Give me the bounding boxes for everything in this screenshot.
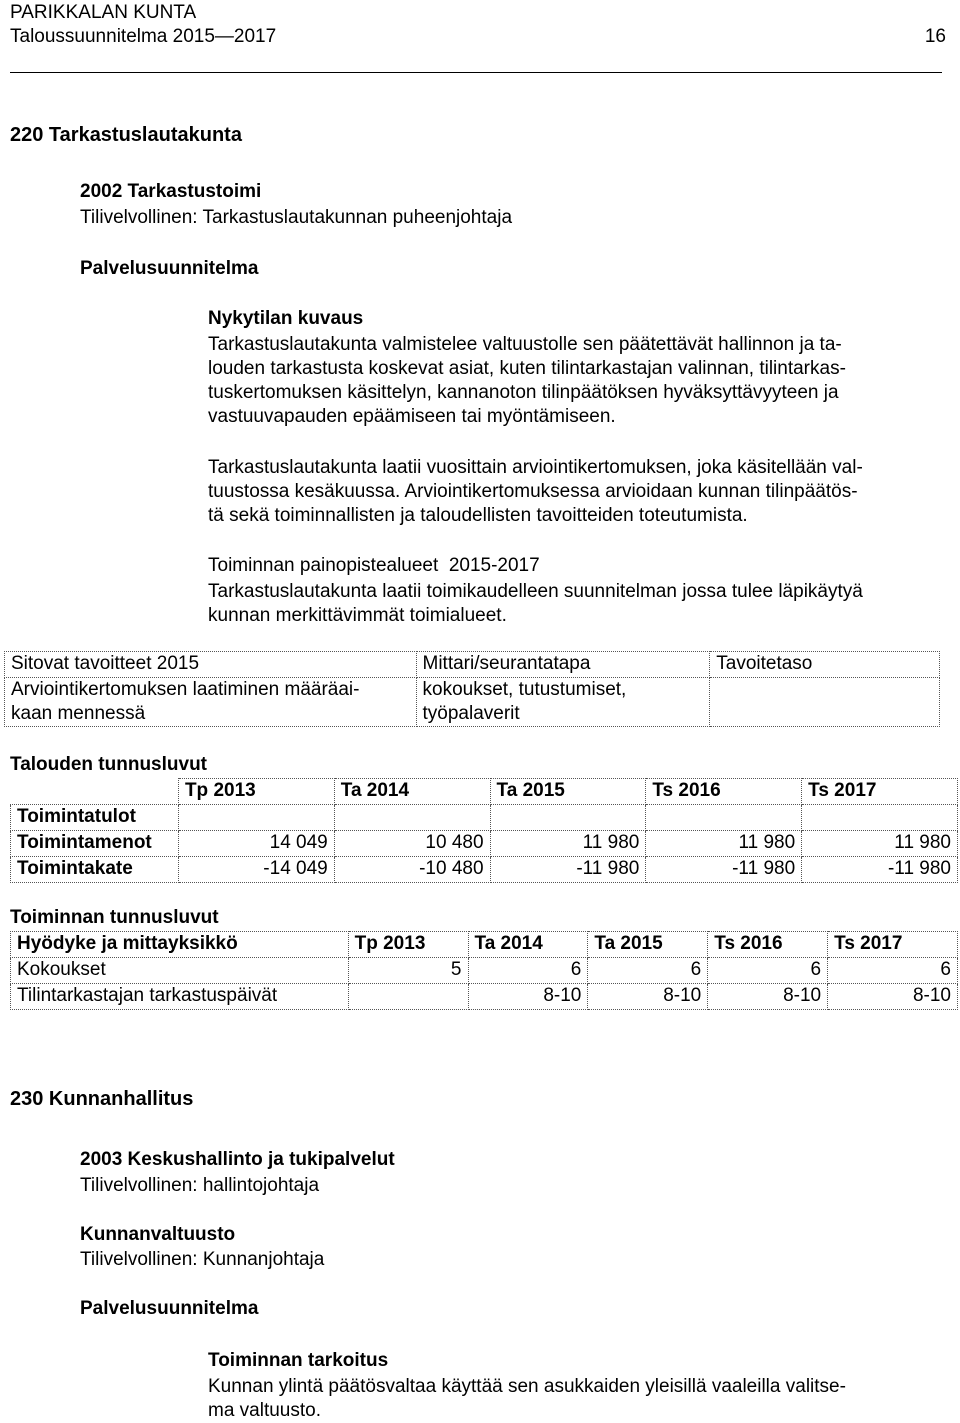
subsection-title: 2003 Keskushallinto ja tukipalvelut (80, 1149, 395, 1170)
text-line: Kunnan ylintä päätösvaltaa käyttää sen asukkaiden yleisillä vaaleilla valitse- (208, 1376, 846, 1397)
operational-figures-heading: Toiminnan tunnusluvut (10, 907, 219, 928)
header-cell: Ta 2015 (588, 932, 708, 958)
header-cell: Ts 2017 (828, 932, 958, 958)
table-cell: 8-10 (708, 984, 828, 1010)
table-row (11, 805, 958, 831)
document-title: Taloussuunnitelma 2015—2017 (10, 26, 277, 47)
header-cell: Ta 2014 (468, 932, 588, 958)
focus-areas-heading: Toiminnan painopistealueet 2015-2017 (208, 555, 540, 576)
table-header-row (5, 652, 940, 678)
table-cell: -11 980 (802, 857, 958, 883)
table-cell: -10 480 (334, 857, 490, 883)
table-row (11, 831, 958, 857)
row-label: Toimintatulot (11, 805, 179, 831)
table-cell (334, 805, 490, 831)
economic-figures-table (10, 778, 958, 883)
header-cell: Mittari/seurantatapa (416, 652, 710, 678)
text-line: työpalaverit (422, 703, 520, 724)
table-cell (178, 805, 334, 831)
table-cell: -11 980 (490, 857, 646, 883)
section-title: 230 Kunnanhallitus (10, 1088, 194, 1110)
current-state-text (208, 333, 948, 429)
table-cell: 6 (588, 958, 708, 984)
text-line: tuustossa kesäkuussa. Arviointikertomuksessa arvioidaan kunnan tilinpäätös- (208, 481, 858, 502)
table-cell: 11 980 (802, 831, 958, 857)
table-cell: 10 480 (334, 831, 490, 857)
header-cell: Tp 2013 (348, 932, 468, 958)
header-cell: Ts 2017 (802, 779, 958, 805)
table-cell: -14 049 (178, 857, 334, 883)
header-cell: Ts 2016 (646, 779, 802, 805)
text-line: Arviointikertomuksen laatiminen määräai- (11, 679, 360, 700)
org-name: PARIKKALAN KUNTA (10, 2, 197, 23)
table-cell: 8-10 (588, 984, 708, 1010)
table-cell: 8-10 (828, 984, 958, 1010)
focus-areas-text (208, 580, 948, 628)
text-line: kokoukset, tutustumiset, (422, 679, 627, 700)
text-line: ma valtuusto. (208, 1400, 321, 1421)
text-line: vastuuvapauden epäämiseen tai myöntämiseen. (208, 406, 616, 427)
text-line: kunnan merkittävimmät toimialueet. (208, 605, 507, 626)
table-row (11, 958, 958, 984)
operational-figures-table (10, 931, 958, 1010)
table-cell: 14 049 (178, 831, 334, 857)
text-line: tuskertomuksen käsittelyn, kannanoton tilinpäätöksen hyväksyttävyyteen ja (208, 382, 839, 403)
council-heading: Kunnanvaltuusto (80, 1224, 236, 1245)
text-line: louden tarkastusta koskevat asiat, kuten tilintarkastajan valinnan, tilintarkas- (208, 358, 846, 379)
page-number: 16 (924, 26, 946, 47)
responsible-person: Tilivelvollinen: Tarkastuslautakunnan puheenjohtaja (80, 207, 513, 228)
subsection-title: 2002 Tarkastustoimi (80, 181, 262, 202)
table-cell (490, 805, 646, 831)
table-cell: 11 980 (490, 831, 646, 857)
header-cell: Ta 2015 (490, 779, 646, 805)
table-row (5, 678, 940, 727)
table-cell: 5 (348, 958, 468, 984)
purpose-heading: Toiminnan tarkoitus (208, 1350, 389, 1371)
council-responsible: Tilivelvollinen: Kunnanjohtaja (80, 1249, 325, 1270)
table-cell (348, 984, 468, 1010)
table-cell: 8-10 (468, 984, 588, 1010)
table-cell: 11 980 (646, 831, 802, 857)
table-cell (802, 805, 958, 831)
table-cell: 6 (708, 958, 828, 984)
service-plan-heading: Palvelusuunnitelma (80, 1298, 259, 1319)
table-header-row (11, 779, 958, 805)
table-cell: -11 980 (646, 857, 802, 883)
target-cell (710, 678, 940, 727)
header-cell: Ta 2014 (334, 779, 490, 805)
header-cell: Sitovat tavoitteet 2015 (5, 652, 417, 678)
header-cell (11, 779, 179, 805)
table-header-row (11, 932, 958, 958)
table-cell: 6 (828, 958, 958, 984)
current-state-heading: Nykytilan kuvaus (208, 308, 364, 329)
text-line: Tarkastuslautakunta valmistelee valtuustolle sen päätettävät hallinnon ja ta- (208, 334, 842, 355)
row-label: Tilintarkastajan tarkastuspäivät (11, 984, 349, 1010)
table-cell (646, 805, 802, 831)
text-line: tä sekä toiminnallisten ja taloudellisten tavoitteiden toteutumista. (208, 505, 748, 526)
header-cell: Ts 2016 (708, 932, 828, 958)
text-line: Tarkastuslautakunta laatii vuosittain arviointikertomuksen, joka käsitellään val- (208, 457, 863, 478)
table-row (11, 857, 958, 883)
text-line: Tarkastuslautakunta laatii toimikaudelleen suunnitelman jossa tulee läpikäytyä (208, 581, 863, 602)
header-divider (10, 72, 942, 73)
section-title: 220 Tarkastuslautakunta (10, 124, 242, 146)
header-cell: Hyödyke ja mittayksikkö (11, 932, 349, 958)
metric-cell (416, 678, 710, 727)
row-label: Toimintamenot (11, 831, 179, 857)
header-cell: Tavoitetaso (710, 652, 940, 678)
responsible-person: Tilivelvollinen: hallintojohtaja (80, 1175, 320, 1196)
row-label: Toimintakate (11, 857, 179, 883)
row-label: Kokoukset (11, 958, 349, 984)
table-cell: 6 (468, 958, 588, 984)
text-line: kaan mennessä (11, 703, 146, 724)
service-plan-heading: Palvelusuunnitelma (80, 258, 259, 279)
goal-cell (5, 678, 417, 727)
evaluation-text (208, 456, 948, 528)
purpose-text (208, 1375, 948, 1423)
goals-table (4, 651, 940, 727)
header-cell: Tp 2013 (178, 779, 334, 805)
economic-figures-heading: Talouden tunnusluvut (10, 754, 208, 775)
table-row (11, 984, 958, 1010)
